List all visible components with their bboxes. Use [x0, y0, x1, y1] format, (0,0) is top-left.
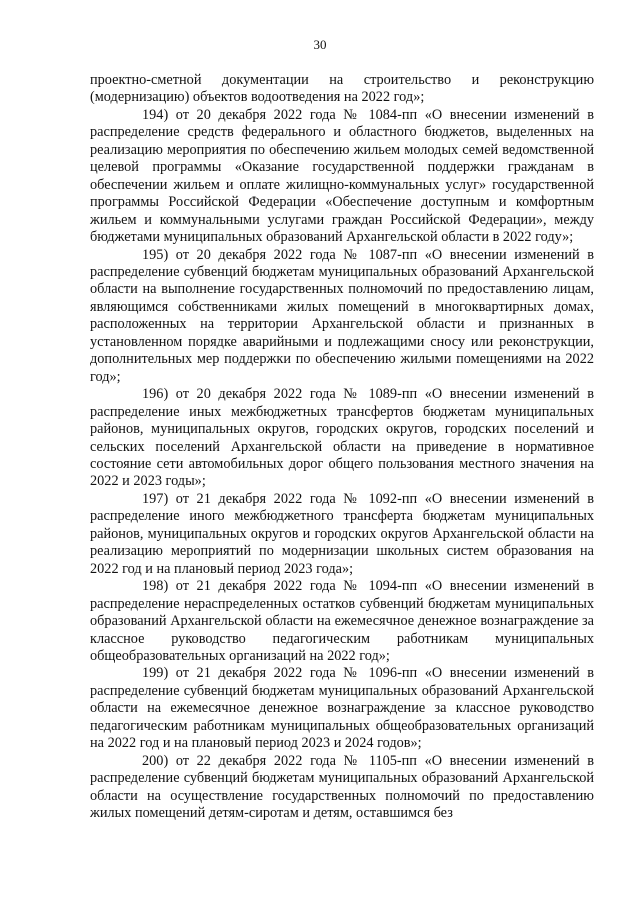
list-item-198: 198) от 21 декабря 2022 года № 1094-пп «О внесении изменений в распределение нераспределенных остатков субвенций бюджетам муниципальных образований Архангельской области на ежемесячное денежное вознаграждение за классное руководство педагогическим работникам муниципальных общеобразовательных организаций на 2022 год»; — [90, 578, 594, 664]
list-item-200: 200) от 22 декабря 2022 года № 1105-пп «О внесении изменений в распределение субвенций бюджетам муниципальных образований Архангельской области на осуществление государственных полномочий по предоставлению жилых помещений детям-сиротам и детям, оставшимся без — [90, 752, 594, 822]
paragraph-continuation: проектно-сметной документации на строительство и реконструкцию (модернизацию) объектов водоотведения на 2022 год»; — [90, 72, 594, 106]
list-item-194: 194) от 20 декабря 2022 года № 1084-пп «О внесении изменений в распределение средств федерального и областного бюджетов, выделенных на реализацию мероприятия по обеспечению жильем молодых семей ведомственной целевой программы «Оказание государственной поддержки гражданам в обеспечении жильем и оплате жилищно-коммунальных услуг» государственной программы Российской Федерации «Обеспечение доступным и комфортным жильем и коммунальными услугами граждан Российской Федерации», между бюджетами муниципальных образований Архангельской области в 2022 году»; — [90, 106, 594, 246]
list-item-196: 196) от 20 декабря 2022 года № 1089-пп «О внесении изменений в распределение иных межбюджетных трансфертов бюджетам муниципальных районов, муниципальных округов, городских округов, городских поселений и сельских поселений Архангельской области на приведение в нормативное состояние сети автомобильных дорог общего пользования местного значения на 2022 и 2023 годы»; — [90, 386, 594, 490]
list-item-195: 195) от 20 декабря 2022 года № 1087-пп «О внесении изменений в распределение субвенций бюджетам муниципальных образований Архангельской области на выполнение государственных полномочий по предоставлению лицам, являющимся собственниками жилых помещений в многоквартирных домах, расположенных на территории Архангельской области и признанных в установленном порядке аварийными и подлежащими сносу или реконструкции, дополнительных мер поддержки по обеспечению жилыми помещениями на 2022 год»; — [90, 246, 594, 385]
list-item-197: 197) от 21 декабря 2022 года № 1092-пп «О внесении изменений в распределение иного межбюджетного трансферта бюджетам муниципальных районов, муниципальных округов и городских округов Архангельской области на реализацию мероприятий по модернизации школьных систем образования на 2022 год и на плановый период 2023 года»; — [90, 490, 594, 577]
list-item-199: 199) от 21 декабря 2022 года № 1096-пп «О внесении изменений в распределение субвенций бюджетам муниципальных образований Архангельской области на ежемесячное денежное вознаграждение за классное руководство педагогическим работникам муниципальных общеобразовательных организаций на 2022 год и на плановый период 2023 и 2024 годов»; — [90, 665, 594, 752]
page-number: 30 — [313, 37, 327, 52]
document-body — [90, 72, 594, 822]
